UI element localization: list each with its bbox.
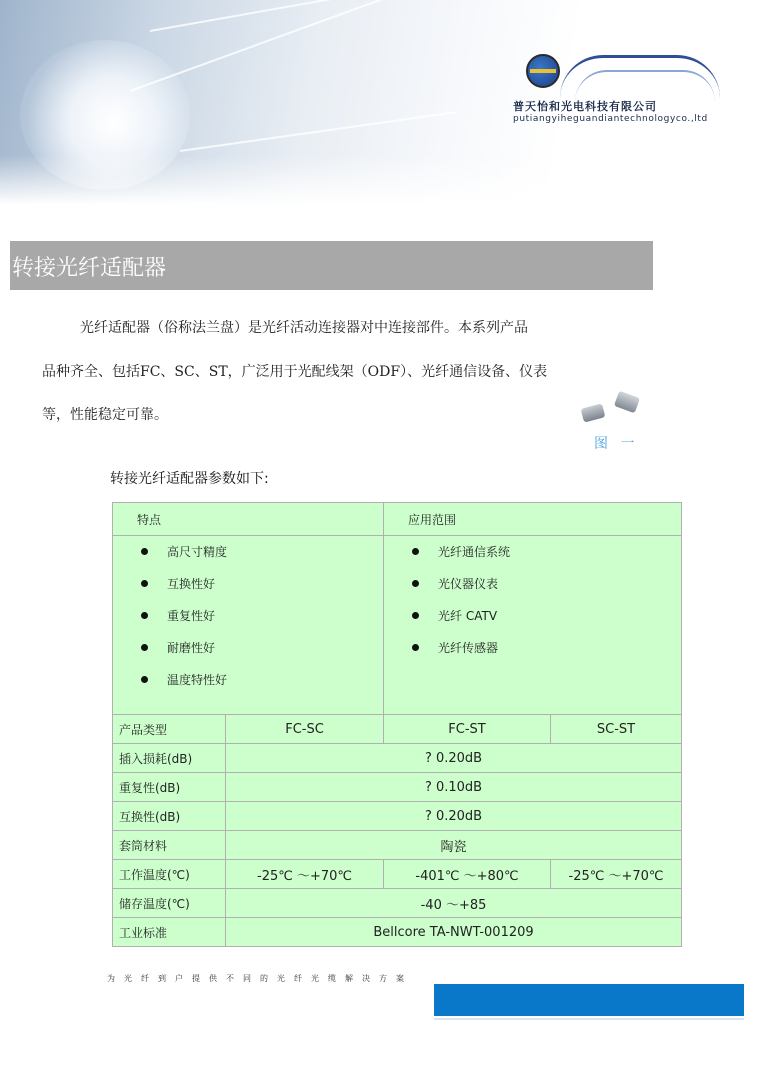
applications-list [384, 536, 681, 674]
table-row [113, 536, 682, 715]
footer-slogan: 为光纤到户提供不同的光纤光缆解决方案 [107, 974, 413, 983]
intro-line-2: 品种齐全、包括FC、SC、ST，广泛用于光配线架（ODF）、光纤通信设备、仪表 [42, 364, 548, 380]
list-item: 光仪器仪表 [404, 574, 681, 606]
intro-line-3: 等，性能稳定可靠。 [42, 407, 168, 423]
features-cell [113, 536, 384, 715]
row-label: 互换性(dB) [113, 802, 226, 831]
applications-cell [384, 536, 682, 715]
op-temp-label: 工作温度(℃) [113, 860, 226, 889]
row-value: ? 0.20dB [226, 802, 682, 831]
product-type-fc-sc: FC-SC [226, 715, 384, 744]
list-item: 光纤 CATV [404, 606, 681, 638]
op-temp-fc-sc: -25℃ ～+70℃ [226, 860, 384, 889]
row-value: ? 0.10dB [226, 773, 682, 802]
light-streak [180, 111, 458, 152]
applications-header: 应用范围 [384, 503, 682, 536]
table-row [113, 889, 682, 918]
intro-line-1: 光纤适配器（俗称法兰盘）是光纤活动连接器对中连接部件。本系列产品 [80, 320, 528, 336]
storage-temp-value: -40 ～+85 [226, 889, 682, 918]
table-row [113, 802, 682, 831]
adapter-icon [581, 403, 606, 422]
spec-table [112, 502, 682, 947]
list-item: 高尺寸精度 [133, 542, 383, 574]
product-type-sc-st: SC-ST [551, 715, 682, 744]
table-row [113, 918, 682, 947]
list-item: 温度特性好 [133, 670, 383, 702]
features-header: 特点 [113, 503, 384, 536]
features-list [113, 536, 383, 706]
title-bar [10, 241, 653, 290]
figure-label: 图 一 [594, 436, 639, 452]
page-title: 转接光纤适配器 [12, 256, 167, 281]
list-item: 重复性好 [133, 606, 383, 638]
row-label: 插入损耗(dB) [113, 744, 226, 773]
row-label: 套筒材料 [113, 831, 226, 860]
storage-temp-label: 储存温度(℃) [113, 889, 226, 918]
list-item: 互换性好 [133, 574, 383, 606]
list-item: 耐磨性好 [133, 638, 383, 670]
row-value: 陶瓷 [226, 831, 682, 860]
product-type-label: 产品类型 [113, 715, 226, 744]
table-header-row [113, 503, 682, 536]
standard-label: 工业标准 [113, 918, 226, 947]
list-item: 光纤传感器 [404, 638, 681, 670]
company-globe-logo-icon [526, 54, 560, 88]
standard-value: Bellcore TA-NWT-001209 [226, 918, 682, 947]
company-name-en: putiangyiheguandiantechnologyco.,ltd [513, 114, 708, 124]
product-type-fc-st: FC-ST [384, 715, 551, 744]
table-row [113, 773, 682, 802]
adapter-figure-image [580, 392, 644, 432]
table-row [113, 715, 682, 744]
company-name-cn: 普天怡和光电科技有限公司 [513, 100, 657, 113]
list-item: 光纤通信系统 [404, 542, 681, 574]
banner-fade [0, 155, 745, 205]
params-heading: 转接光纤适配器参数如下: [110, 471, 269, 487]
row-value: ? 0.20dB [226, 744, 682, 773]
footer-bar [434, 984, 744, 1016]
table-row [113, 860, 682, 889]
table-row [113, 744, 682, 773]
table-row [113, 831, 682, 860]
row-label: 重复性(dB) [113, 773, 226, 802]
op-temp-sc-st: -25℃ ～+70℃ [551, 860, 682, 889]
adapter-icon [614, 391, 640, 414]
op-temp-fc-st: -401℃ ～+80℃ [384, 860, 551, 889]
footer-divider [434, 1018, 744, 1020]
